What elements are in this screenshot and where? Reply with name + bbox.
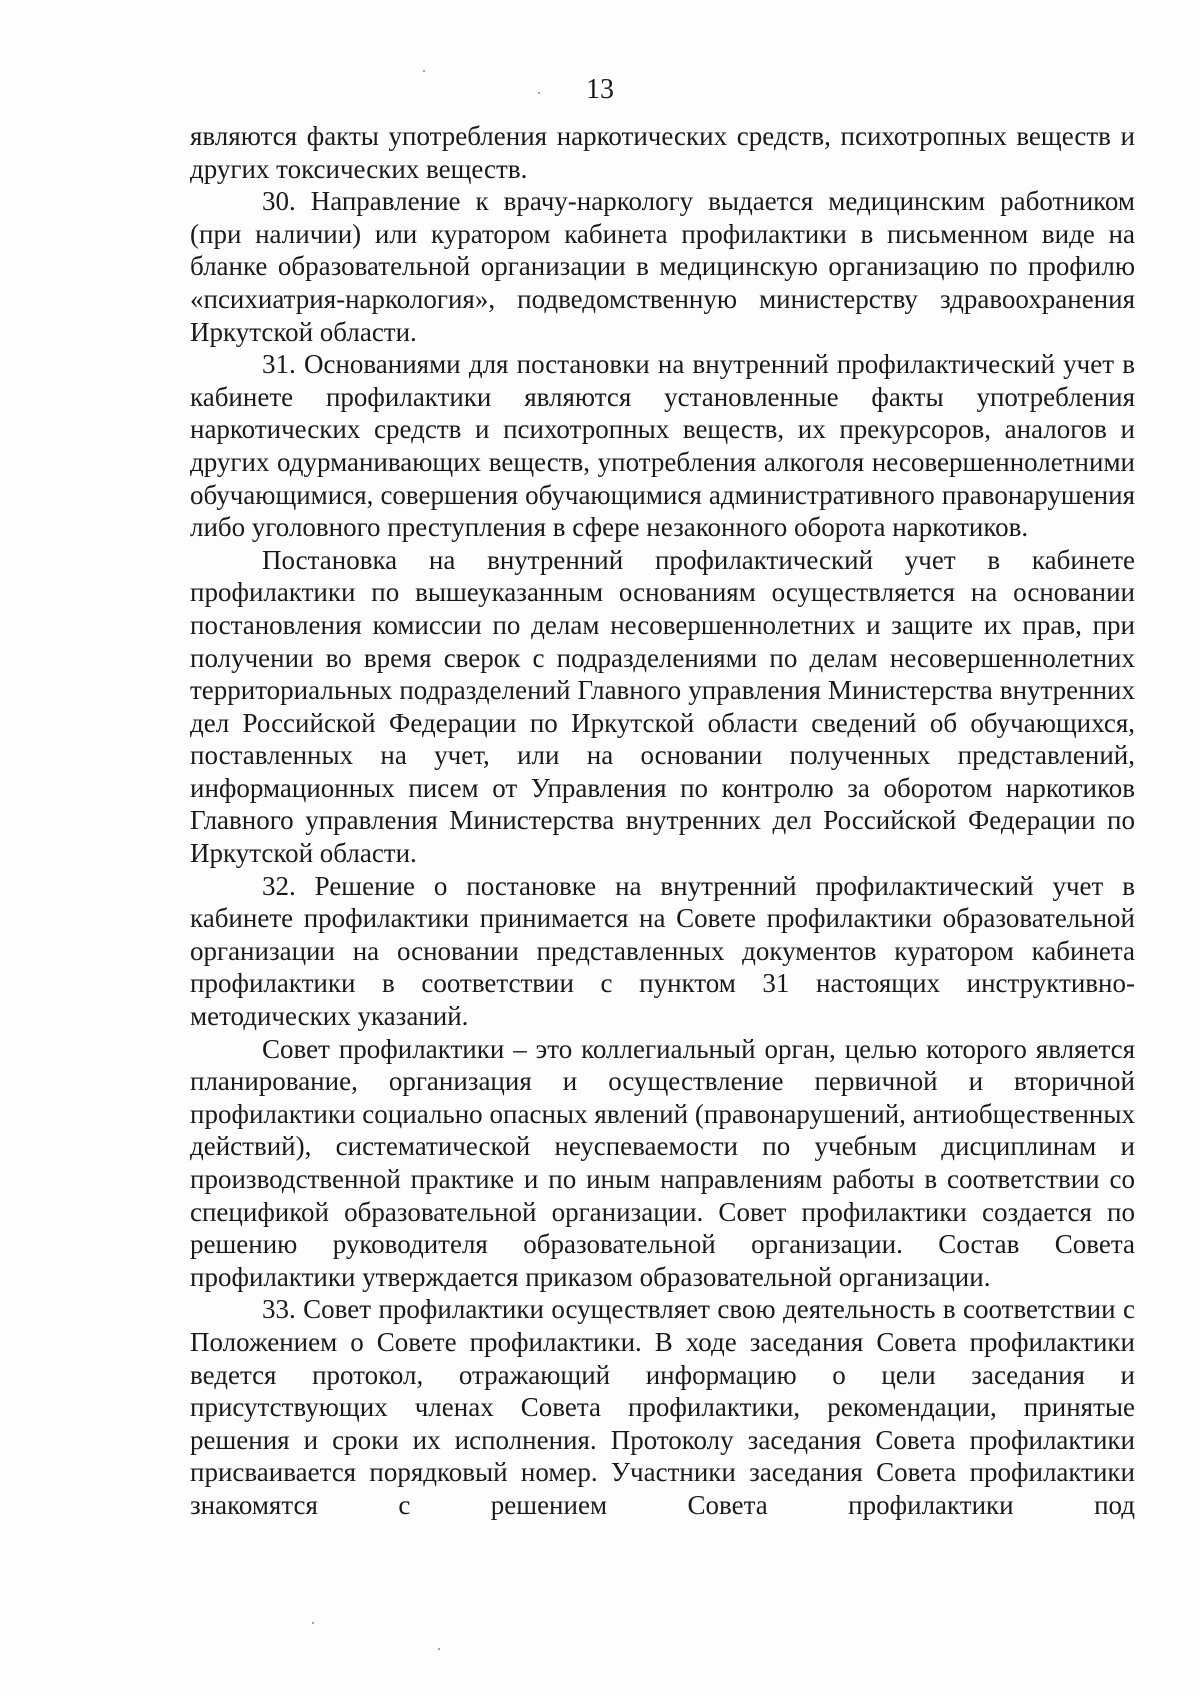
scan-speck — [423, 70, 425, 72]
paragraph-item-32: 32. Решение о постановке на внутренний профилактический учет в кабинете профилактики принимается на Совете профилактики образовательной организации на основании представленных документов куратором кабинета профилактики в соответствии с пунктом 31 настоящих инструктивно-методических указаний. — [190, 870, 1135, 1032]
paragraph-council-definition: Совет профилактики – это коллегиальный орган, целью которого является планирование, организация и осуществление первичной и вторичной профилактики социально опасных явлений (правонарушений, антиобщественных действий), систематической неуспеваемости по учебным дисциплинам и производственной практике и по иным направлениям работы в соответствии со спецификой образовательной организации. Совет профилактики создается по решению руководителя образовательной организации. Состав Совета профилактики утверждается приказом образовательной организации. — [190, 1033, 1135, 1292]
document-body — [190, 120, 1135, 1522]
scan-speck — [538, 92, 540, 94]
paragraph-item-31: 31. Основаниями для постановки на внутренний профилактический учет в кабинете профилактики являются установленные факты употребления наркотических средств и психотропных веществ, их прекурсоров, аналогов и других одурманивающих веществ, употребления алкоголя несовершеннолетними обучающимися, совершения обучающимися административного правонарушения либо уголовного преступления в сфере незаконного оборота наркотиков. — [190, 349, 1135, 543]
paragraph-item-30: 30. Направление к врачу-наркологу выдается медицинским работником (при наличии) или куратором кабинета профилактики в письменном виде на бланке образовательной организации в медицинскую организацию по профилю «психиатрия-наркология», подведомственную министерству здравоохранения Иркутской области. — [190, 186, 1135, 347]
paragraph-continued: являются факты употребления наркотических средств, психотропных веществ и других токсических веществ. — [190, 121, 1135, 184]
scan-speck — [438, 1648, 440, 1650]
paragraph-item-33: 33. Совет профилактики осуществляет свою деятельность в соответствии с Положением о Совете профилактики. В ходе заседания Совета профилактики ведется протокол, отражающий информацию о цели заседания и присутствующих членах Совета профилактики, рекомендации, принятые решения и сроки их исполнения. Протоколу заседания Совета профилактики присваивается порядковый номер. Участники заседания Совета профилактики знакомятся с решением Совета профилактики под — [190, 1294, 1135, 1520]
paragraph-registration-grounds: Постановка на внутренний профилактический учет в кабинете профилактики по вышеуказанным основаниям осуществляется на основании постановления комиссии по делам несовершеннолетних и защите их прав, при получении во время сверок с подразделениями по делам несовершеннолетних территориальных подразделений Главного управления Министерства внутренних дел Российской Федерации по Иркутской области сведений об обучающихся, поставленных на учет, или на основании полученных представлений, информационных писем от Управления по контролю за оборотом наркотиков Главного управления Министерства внутренних дел Российской Федерации по Иркутской области. — [190, 544, 1135, 869]
scan-speck — [312, 1622, 314, 1624]
page-number: 13 — [586, 74, 614, 105]
